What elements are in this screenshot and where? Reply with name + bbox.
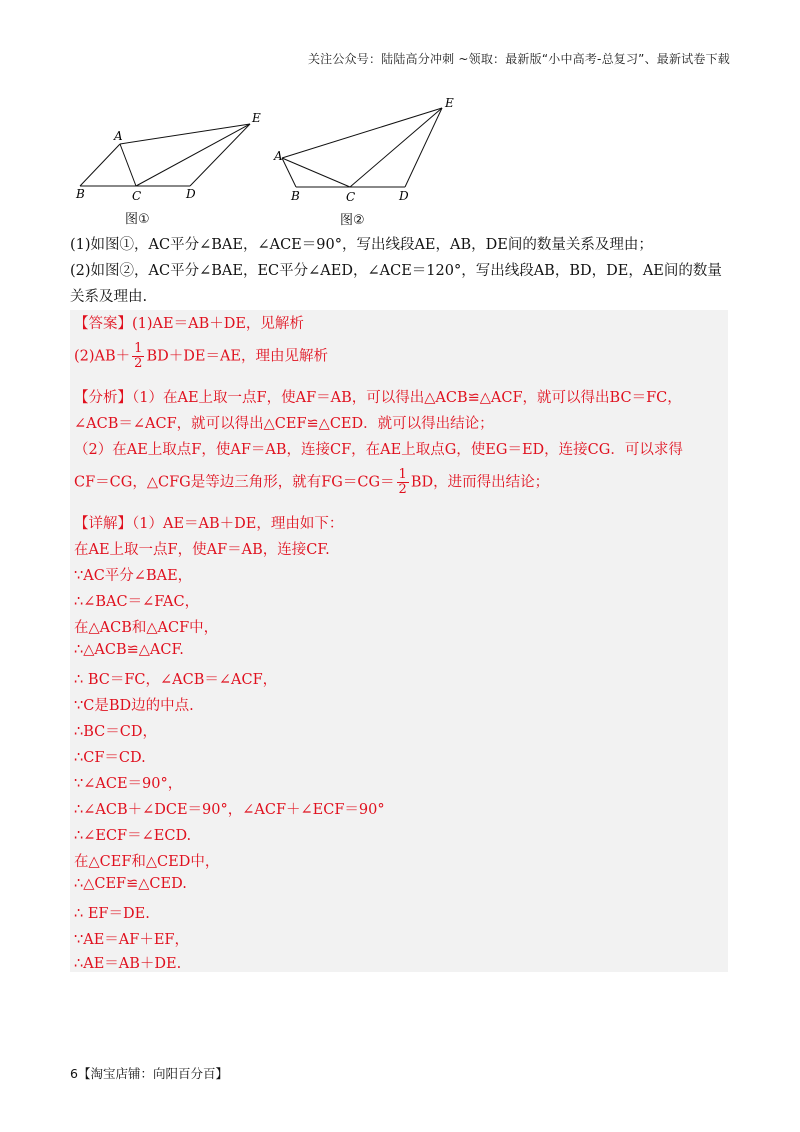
detail-line: ∴BC＝CD， (74, 724, 157, 740)
question-1: (1)如图①，AC平分∠BAE，∠ACE＝90°，写出线段AE，AB，DE间的数量关系及理由； (70, 237, 653, 253)
detail-line: 在△CEF和△CED中， (74, 854, 220, 870)
page-footer: 6【淘宝店铺：向阳百分百】 (70, 1066, 228, 1081)
detail-line: 【详解】（1）AE＝AB＋DE，理由如下： (74, 516, 344, 532)
analysis-4-fraction (397, 468, 409, 497)
detail-line: ∴∠ECF＝∠ECD. (74, 828, 192, 844)
geometry-figures (70, 94, 470, 232)
solution-block (70, 310, 728, 972)
fig1-label-b: B (76, 187, 85, 201)
detail-line: ∴ BC＝FC，∠ACB＝∠ACF， (74, 672, 278, 688)
answer-2-pre: (2)AB＋ (74, 348, 131, 365)
detail-line: ∴ EF＝DE. (74, 906, 150, 922)
fig1-label-d: D (186, 187, 196, 201)
detail-line: ∵C是BD边的中点. (74, 698, 194, 714)
fig1-caption: 图① (125, 212, 150, 227)
detail-line: ∴AE＝AB＋DE. (74, 956, 182, 972)
fig2-label-b: B (291, 189, 300, 203)
fig2-label-c: C (346, 190, 356, 204)
answer-1: 【答案】(1)AE＝AB＋DE，见解析 (74, 316, 304, 332)
fig2-label-e: E (445, 96, 454, 110)
fig2-label-d: D (399, 189, 409, 203)
answer-2-frac-num: 1 (134, 341, 143, 356)
question-2-line-1: (2)如图②，AC平分∠BAE，EC平分∠AED，∠ACE＝120°，写出线段AB，BD，DE，AE间的数量 (70, 263, 722, 279)
fig1-label-a: A (114, 129, 123, 143)
answer-2-fraction (132, 342, 144, 371)
analysis-4-pre: CF＝CG，△CFG是等边三角形，就有FG＝CG＝ (74, 474, 395, 491)
analysis-line-4 (74, 468, 549, 497)
analysis-line-2: ∠ACB＝∠ACF，就可以得出△CEF≌△CED．就可以得出结论； (74, 416, 494, 432)
figure-1 (80, 124, 250, 186)
fig2-caption: 图② (340, 213, 365, 228)
answer-2-post: BD＋DE＝AE，理由见解析 (146, 348, 328, 365)
analysis-4-post: BD，进而得出结论； (410, 474, 550, 491)
detail-line: ∵∠ACE＝90°， (74, 776, 183, 792)
analysis-4-frac-num: 1 (398, 467, 407, 482)
detail-line: 在△ACB和△ACF中， (74, 620, 219, 636)
detail-line: ∵AC平分∠BAE， (74, 568, 193, 584)
page-header: 关注公众号：陆陆高分冲刺 ~领取：最新版“小中高考-总复习”、最新试卷下载 (307, 52, 730, 66)
detail-line: 在AE上取一点F，使AF＝AB，连接CF. (74, 542, 330, 558)
answer-2 (74, 342, 328, 371)
detail-line: ∴△CEF≌△CED. (74, 876, 187, 892)
detail-line: ∴∠ACB＋∠DCE＝90°，∠ACF＋∠ECF＝90° (74, 802, 385, 818)
analysis-line-3: （2）在AE上取点F，使AF＝AB，连接CF，在AE上取点G，使EG＝ED，连接CG．可以求得 (74, 442, 683, 458)
answer-2-frac-den: 2 (134, 356, 143, 371)
figure-2 (282, 108, 442, 187)
detail-line: ∴∠BAC＝∠FAC， (74, 594, 200, 610)
fig2-label-a: A (274, 149, 283, 163)
question-2-line-2: 关系及理由. (70, 289, 148, 305)
detail-line: ∴△ACB≌△ACF. (74, 642, 184, 658)
detail-line: ∴CF＝CD. (74, 750, 146, 766)
analysis-line-1: 【分析】（1）在AE上取一点F，使AF＝AB，可以得出△ACB≌△ACF，就可以得出BC＝FC， (74, 390, 682, 406)
analysis-4-frac-den: 2 (398, 482, 407, 497)
fig1-label-e: E (252, 111, 261, 125)
fig1-label-c: C (132, 189, 142, 203)
detail-line: ∵AE＝AF＋EF， (74, 932, 189, 948)
